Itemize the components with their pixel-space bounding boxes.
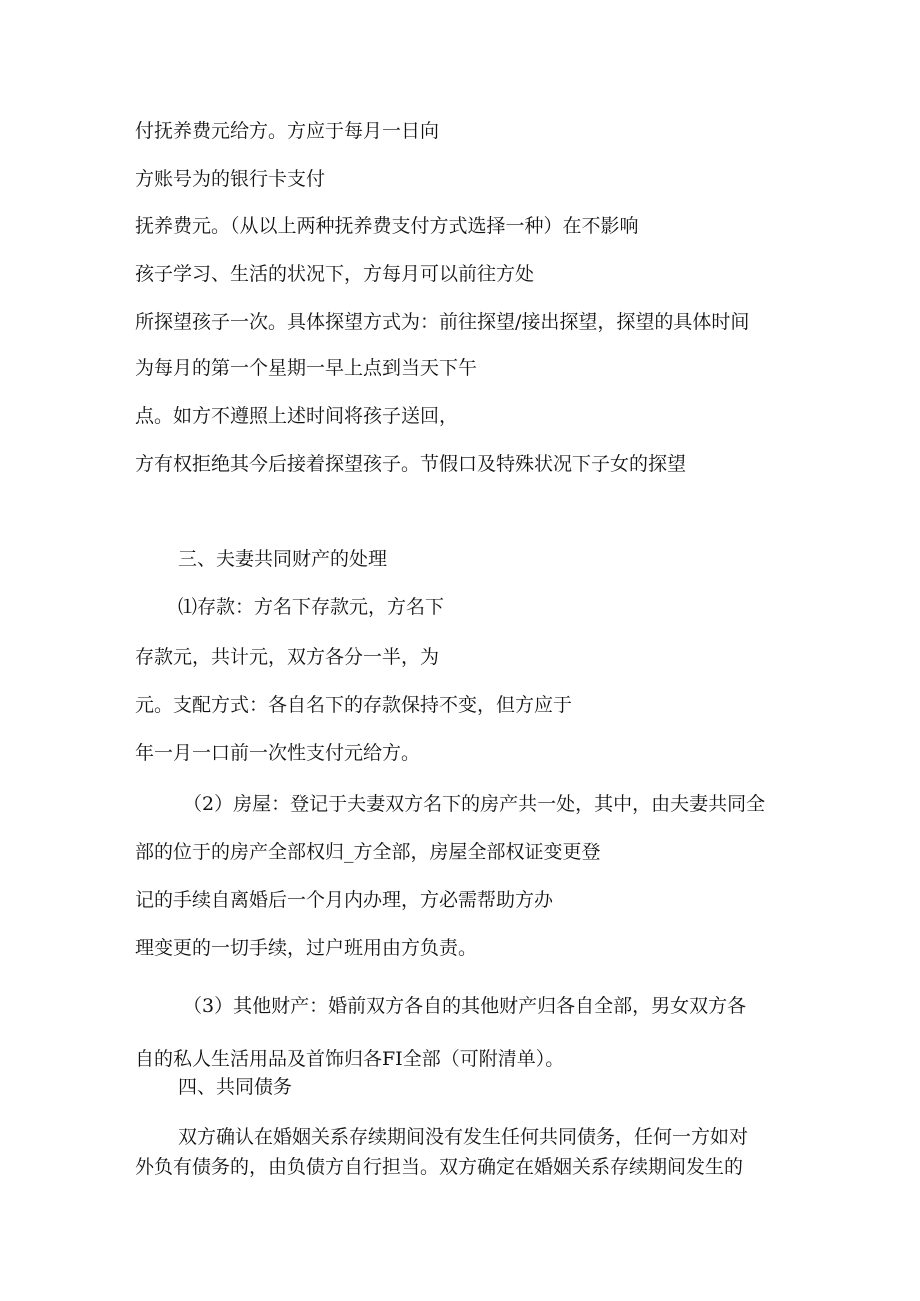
paragraph-line-18: 自的私人生活用品及首饰归各FI全部（可附清单）。 xyxy=(135,1048,565,1070)
paragraph-line-1: 付抚养费元给方。方应于每月一日向 xyxy=(135,120,440,142)
paragraph-line-4: 孩子学习、生活的状况下，方每月可以前往方处 xyxy=(135,263,535,285)
paragraph-line-3: 抚养费元。（从以上两种抚养费支付方式选择一种）在不影响 xyxy=(135,215,639,237)
section-heading-3: 三、夫妻共同财产的处理 xyxy=(178,548,388,570)
paragraph-line-14: 部的位于的房产全部权归_方全部，房屋全部权证变更登 xyxy=(135,841,601,863)
paragraph-line-9: ⑴存款：方名下存款元，方名下 xyxy=(178,596,445,618)
paragraph-line-15: 记的手续自离婚后一个月内办理，方必需帮助方办 xyxy=(135,889,554,911)
paragraph-line-13: （2）房屋：登记于夫妻双方名下的房产共一处，其中，由夫妻共同全 xyxy=(183,793,766,815)
section-heading-4: 四、共同债务 xyxy=(178,1076,293,1098)
paragraph-line-10: 存款元，共计元，双方各分一半，为 xyxy=(135,646,440,668)
paragraph-line-7: 点。如方不遵照上述时间将孩子送回， xyxy=(135,405,459,427)
paragraph-line-8: 方有权拒绝其今后接着探望孩子。节假口及特殊状况下子女的探望 xyxy=(135,453,687,475)
paragraph-line-2: 方账号为的银行卡支付 xyxy=(135,168,326,190)
paragraph-line-6: 为每月的第一个星期一早上点到当天下午 xyxy=(135,357,478,379)
paragraph-line-5: 所探望孩子一次。具体探望方式为：前往探望/接出探望，探望的具体时间 xyxy=(135,311,750,333)
paragraph-line-20: 外负有债务的，由负债方自行担当。双方确定在婚姻关系存续期间发生的 xyxy=(135,1156,744,1178)
paragraph-line-16: 理变更的一切手续，过户班用由方负责。 xyxy=(135,937,478,959)
paragraph-line-12: 年一月一口前一次性支付元给方。 xyxy=(135,742,421,764)
paragraph-line-11: 元。支配方式：各自名下的存款保持不变，但方应于 xyxy=(135,694,573,716)
paragraph-line-17: （3）其他财产：婚前双方各自的其他财产归各自全部，男女双方各 xyxy=(183,995,747,1017)
paragraph-line-19: 双方确认在婚姻关系存续期间没有发生任何共同债务，任何一方如对 xyxy=(178,1126,749,1148)
